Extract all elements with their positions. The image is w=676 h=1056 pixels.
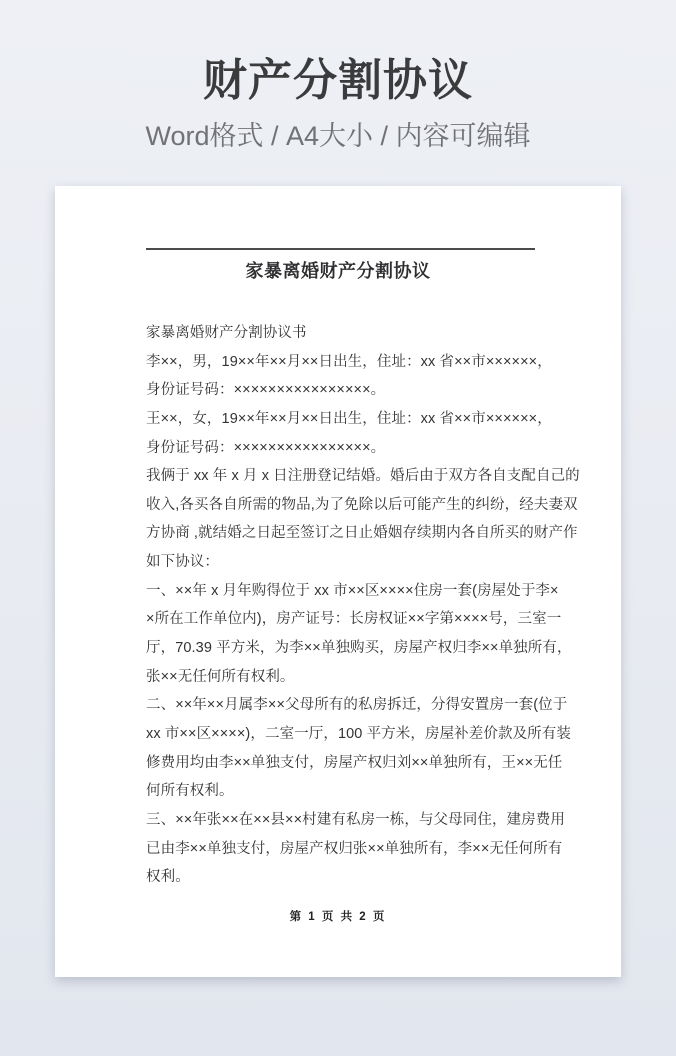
doc-line: 三、××年张××在××县××村建有私房一栋，与父母同住，建房费用: [146, 811, 565, 828]
document-body: [146, 319, 580, 892]
doc-line: 厅，70.39 平方米，为李××单独购买，房屋产权归李××单独所有，: [146, 640, 572, 657]
template-header: [0, 0, 676, 186]
page-number: 第 1 页 共 2 页: [289, 911, 387, 923]
doc-line: 方协商 ,就结婚之日起至签订之日止婚姻存续期内各自所买的财产作: [146, 525, 578, 542]
doc-line: 身份证号码：××××××××××××××××。: [146, 382, 386, 399]
doc-line: 二、××年××月属李××父母所有的私房拆迁，分得安置房一套(位于: [146, 697, 568, 714]
document-page: [55, 186, 621, 977]
doc-line: 李××，男，19××年××月××日出生，住址：xx 省××市××××××，: [146, 353, 552, 370]
document-title: 家暴离婚财产分割协议: [245, 261, 431, 281]
doc-line: 家暴离婚财产分割协议书: [146, 325, 307, 341]
doc-line: 一、××年 x 月年购得位于 xx 市××区××××住房一套(房屋处于李×: [146, 582, 559, 599]
doc-line: 张××无任何所有权利。: [146, 668, 295, 685]
doc-line: 我俩于 xx 年 x 月 x 日注册登记结婚。婚后由于双方各自支配自己的: [146, 468, 580, 485]
doc-line: 已由李××单独支付，房屋产权归张××单独所有，李××无任何所有: [146, 840, 563, 857]
header-rule: [146, 248, 535, 250]
doc-line: 修费用均由李××单独支付，房屋产权归刘××单独所有，王××无任: [146, 754, 563, 771]
doc-line: 王××，女，19××年××月××日出生，住址：xx 省××市××××××，: [146, 410, 552, 427]
doc-line: xx 市××区××××)，二室一厅，100 平方米，房屋补差价款及所有装: [146, 725, 571, 742]
doc-line: 身份证号码：××××××××××××××××。: [146, 439, 386, 456]
doc-line: ×所在工作单位内)，房产证号：长房权证××字第××××号，三室一: [146, 611, 562, 628]
doc-line: 收入,各买各自所需的物品,为了免除以后可能产生的纠纷，经夫妻双: [146, 496, 578, 513]
template-subtitle: Word格式 / A4大小 / 内容可编辑: [145, 121, 531, 151]
doc-line: 权利。: [146, 869, 190, 886]
template-title: 财产分割协议: [203, 56, 473, 105]
doc-line: 何所有权利。: [146, 783, 234, 800]
doc-line: 如下协议：: [146, 554, 219, 571]
